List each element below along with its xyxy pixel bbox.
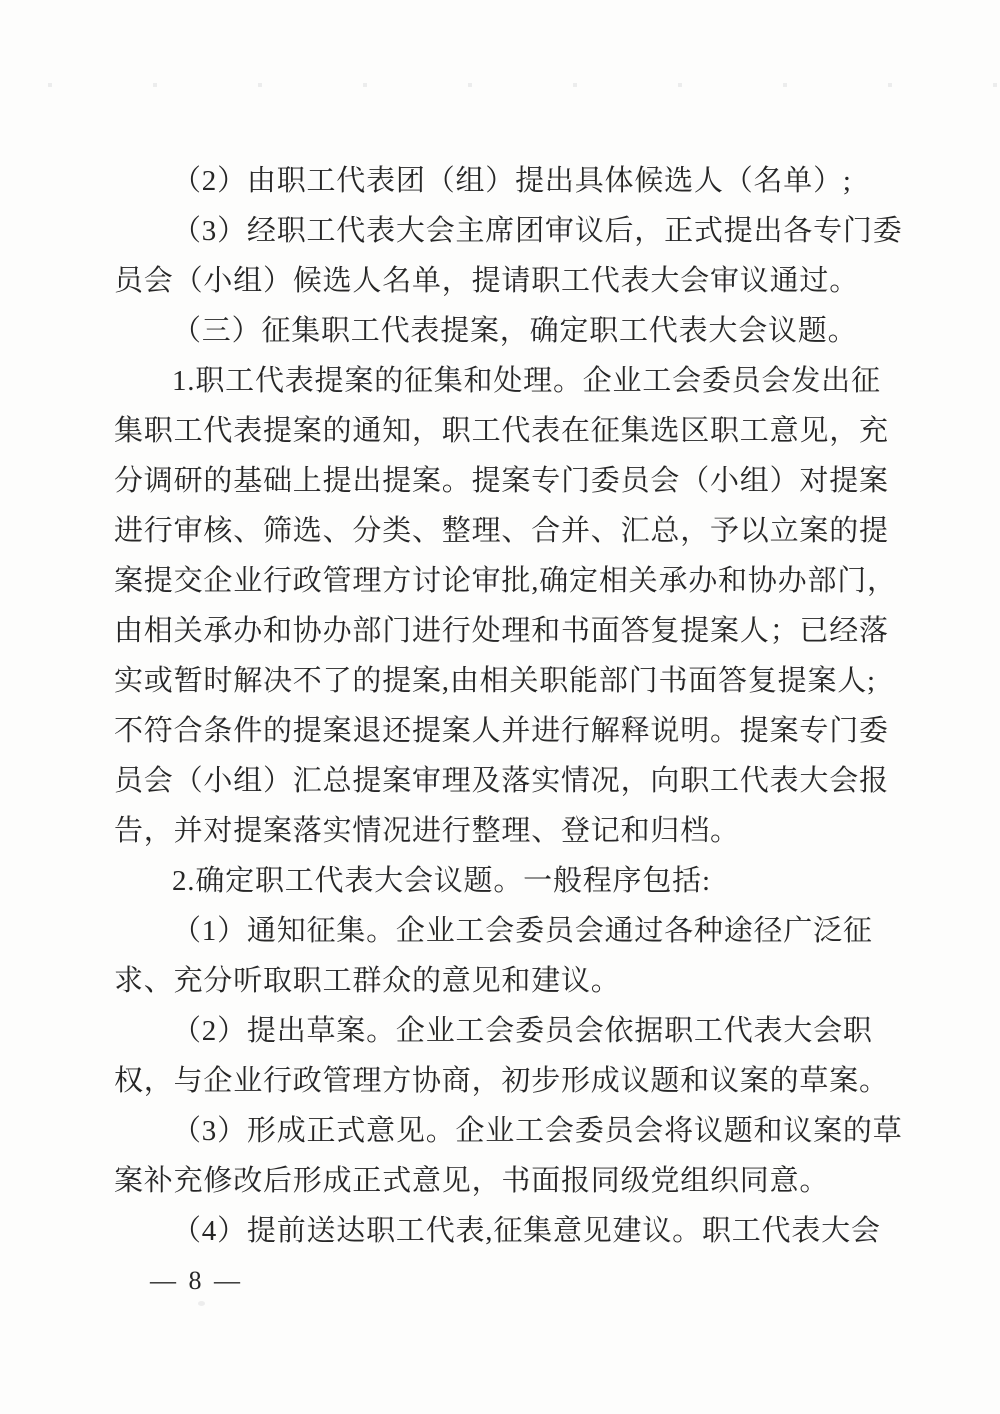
page-number: — 8 — <box>150 1266 243 1295</box>
text-line: 进行审核、筛选、分类、整理、合并、汇总，予以立案的提 <box>114 515 889 547</box>
text-line: （3）经职工代表大会主席团审议后，正式提出各专门委 <box>172 215 903 247</box>
text-line: （三）征集职工代表提案，确定职工代表大会议题。 <box>172 315 858 347</box>
text-line: 求、充分听取职工群众的意见和建议。 <box>114 965 621 997</box>
text-line: 案提交企业行政管理方讨论审批,确定相关承办和协办部门， <box>114 565 897 597</box>
text-line: （1）通知征集。企业工会委员会通过各种途径广泛征 <box>172 915 873 947</box>
text-line: （4）提前送达职工代表,征集意见建议。职工代表大会 <box>172 1215 881 1247</box>
text-line: 权，与企业行政管理方协商，初步形成议题和议案的草案。 <box>114 1065 889 1097</box>
text-line: 1.职工代表提案的征集和处理。企业工会委员会发出征 <box>172 365 881 397</box>
scan-noise-band <box>0 83 1000 87</box>
text-line: （3）形成正式意见。企业工会委员会将议题和议案的草 <box>172 1115 903 1147</box>
text-line: 集职工代表提案的通知，职工代表在征集选区职工意见，充 <box>114 415 889 447</box>
scan-speckle <box>198 1301 205 1306</box>
text-line: 由相关承办和协办部门进行处理和书面答复提案人；已经落 <box>114 615 889 647</box>
text-line: 员会（小组）汇总提案审理及落实情况，向职工代表大会报 <box>114 765 889 797</box>
text-line: 2.确定职工代表大会议题。一般程序包括: <box>172 865 711 897</box>
text-line: （2）提出草案。企业工会委员会依据职工代表大会职 <box>172 1015 873 1047</box>
text-line: 不符合条件的提案退还提案人并进行解释说明。提案专门委 <box>114 715 889 747</box>
text-lines <box>114 156 903 1256</box>
text-line: 员会（小组）候选人名单，提请职工代表大会审议通过。 <box>114 265 860 297</box>
text-line: （2）由职工代表团（组）提出具体候选人（名单）; <box>172 165 852 197</box>
text-line: 案补充修改后形成正式意见，书面报同级党组织同意。 <box>114 1165 830 1197</box>
text-line: 告，并对提案落实情况进行整理、登记和归档。 <box>114 815 740 847</box>
text-line: 实或暂时解决不了的提案,由相关职能部门书面答复提案人; <box>114 665 876 697</box>
text-line: 分调研的基础上提出提案。提案专门委员会（小组）对提案 <box>114 465 889 497</box>
